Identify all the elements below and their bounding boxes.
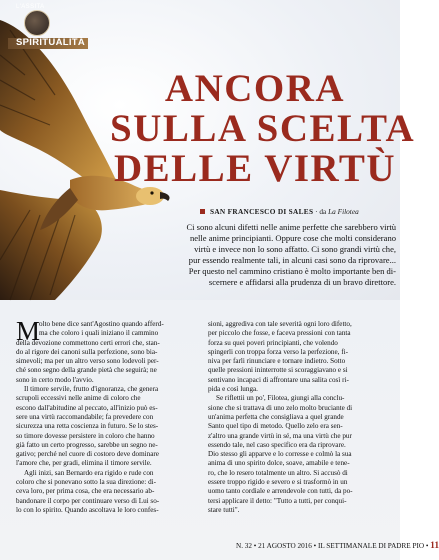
body-line: Il timore servile, frutto d'ignoranza, che genera	[24, 385, 159, 394]
body-line: uomo tanto cordiale e arrendevole con tutti, da po-	[208, 487, 353, 496]
body-line: niva per farli rinunciare e tornare indietro. Sotto	[208, 357, 346, 366]
byline-source: La Filotea	[328, 207, 359, 216]
lede-line: scernere e affidarsi alla prudenza di un bravo direttore.	[208, 276, 396, 287]
byline-square-icon	[200, 209, 205, 214]
body-line: do al rigore dei canoni sulla perfezione, sono bia-	[16, 347, 158, 356]
body-line: simevoli; ma per un altro verso sono lodevoli per-	[16, 357, 159, 366]
body-line: anima di uno spirito dolce, soave, amabile e tene-	[208, 459, 350, 468]
body-line: tersi applicare il detto: "Tutto a tutti, per conqui-	[208, 496, 347, 505]
body-line: sioni, aggrediva con tale severità ogni loro difetto,	[208, 320, 352, 328]
section-label: SPIRITUALITÀ	[16, 37, 86, 48]
title-line-2: SULLA SCELTA	[110, 107, 416, 150]
body-column-2	[208, 320, 384, 515]
body-line: un'anima perfetta che consigliava a quel grande	[208, 412, 344, 421]
body-line: per piccolo che fosse, e faceva pressioni con tanta	[208, 329, 351, 338]
footer-info: N. 32 • 21 AGOSTO 2016 • IL SETTIMANALE DI PADRE PIO •	[236, 542, 429, 550]
title-line-1: ANCORA	[164, 67, 346, 110]
byline	[200, 207, 396, 216]
body-line: spingerli con troppa forza verso la perfezione, fi-	[208, 347, 348, 356]
page-number: 11	[430, 541, 439, 551]
body-line: già fatto un certo progresso, sarebbe un segno ne-	[16, 440, 158, 449]
body-line: z'altro una grande virtù in sé, ma una virtù che pur	[208, 431, 352, 440]
body-line: Agli inizi, san Bernardo era rigido e rude con	[24, 468, 154, 477]
lede-line: virtù e invece non lo sono affatto. Ci sono grandi virtù che,	[194, 243, 396, 254]
drop-cap: M	[16, 316, 41, 346]
body-line: ro, che lo resero totalmente un altro. Si accusò di	[208, 468, 348, 477]
body-line: l'amore che, per gradi, elimina il timore servile.	[16, 459, 152, 468]
body-line: forza su quei poveri principianti, che volendo	[208, 338, 338, 347]
lede-paragraph	[118, 222, 396, 287]
body-line: escono dall'abitudine al peccato, all'inizio può es-	[16, 403, 158, 412]
lede-line: pur essendo realmente tali, in alcuni casi sono da riprovare...	[188, 254, 396, 265]
body-line: ceva loro, per prima cosa, che era necessario ab-	[16, 487, 155, 496]
badge-emblem	[24, 10, 50, 36]
body-line: sentivano incapaci di affrontare una salita così ri-	[208, 375, 349, 384]
body-line: Santo quel tipo di metodo. Quello zelo era sen-	[208, 422, 343, 431]
body-line: lo con lo spirito. Quando ascoltava le loro confes-	[16, 505, 159, 514]
lede-line: nelle anime principianti. Oppure cose che molti considerano	[189, 232, 396, 243]
body-line: so timore dovesse persistere in coloro che hanno	[16, 431, 155, 440]
body-line: ma che coloro i quali iniziano il cammino	[39, 329, 159, 338]
body-line: quelle pressioni ininterrotte si scoraggiavano e si	[208, 366, 348, 375]
body-line: gativo; perché nel cuore di costoro deve dominare	[16, 450, 159, 459]
body-line: olto bene dice sant'Agostino quando afferd-	[39, 320, 164, 328]
badge-top-text: L'ASSITA	[16, 4, 45, 10]
body-line: sere una virtù raccomandabile; fa prevedere con	[16, 412, 154, 421]
body-line: sicurezza una retta coscienza in futuro. Se lo stes-	[16, 422, 159, 431]
body-line: pida e così lunga.	[208, 385, 258, 394]
body-line: stare tutti".	[208, 505, 240, 514]
body-line: ché sono segno della grande pietà che seguirà; ne	[16, 366, 157, 375]
title-line-3: DELLE VIRTÙ	[113, 147, 397, 190]
body-line: Dio stesso gli apparve e lo corresse e colmò la sua	[208, 450, 352, 459]
body-line: scrupoli eccessivi nelle anime di coloro che	[16, 394, 141, 403]
body-line: essendo tale, nel caso specifico era da riprovare.	[208, 440, 346, 449]
body-line: Se riflettii un po', Filotea, giungi alla conclu-	[216, 394, 345, 403]
body-line: della devozione commettono certi errori che, stan-	[16, 338, 160, 347]
byline-separator: · da	[313, 207, 329, 216]
body-column-1	[16, 316, 192, 515]
lede-line: Per questo nel cammino cristiano è molto importante ben di-	[188, 265, 396, 276]
body-line: sione che si trattava di uno zelo molto bruciante di	[208, 403, 353, 412]
body-line: sono in certo modo l'avvio.	[16, 375, 94, 384]
lede-line: Ci sono alcuni difetti nelle anime perfette che sarebbero virtù	[186, 222, 396, 232]
byline-author: SAN FRANCESCO DI SALES	[210, 207, 314, 216]
page-footer	[236, 541, 439, 551]
body-line: bandonare il corpo per continuare verso di Lui so-	[16, 496, 160, 505]
body-line: coloro che si ponevano sotto la sua direzione: di-	[16, 478, 156, 487]
section-badge	[2, 2, 97, 48]
body-line: essere troppo rigido e severo e si trasformò in un	[208, 478, 348, 487]
